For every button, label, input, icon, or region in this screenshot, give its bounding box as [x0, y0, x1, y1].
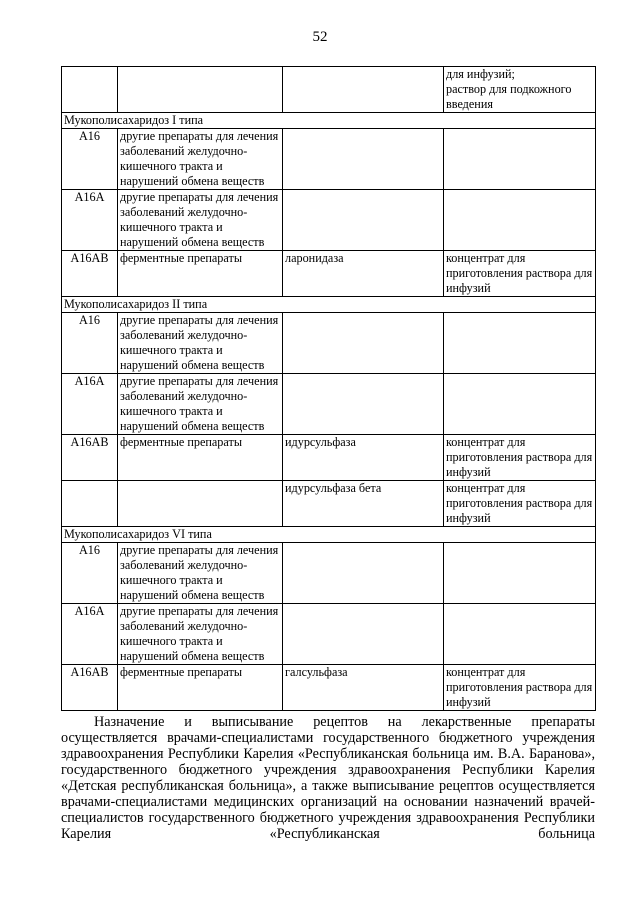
table-row — [62, 190, 596, 251]
atc-code-cell — [62, 481, 118, 527]
group-cell: другие препараты для лечения заболеваний желудочно-кишечного тракта и нарушений обмена веществ — [118, 374, 283, 435]
group-header-cell: Мукополисахаридоз II типа — [62, 297, 596, 313]
body-paragraph: Назначение и выписывание рецептов на лекарственные препараты осуществляется врачами-специалистами государственного бюджетного учреждения здравоохранения Республики Карелия «Республиканская больница им. В.А. Баранова», государственного бюджетного учреждения здравоохранения Республики Карелия «Детская республиканская больница», а также выписывание рецептов осуществляется врачами-специалистами медицинских организаций на основании назначений врачей-специалистов государственного бюджетного учреждения здравоохранения Республики Карелия «Республиканская больница — [61, 714, 595, 842]
dosage-form-cell — [444, 129, 596, 190]
group-cell: другие препараты для лечения заболеваний желудочно-кишечного тракта и нарушений обмена веществ — [118, 543, 283, 604]
table-row — [62, 313, 596, 374]
dosage-form-cell: концентрат для приготовления раствора для инфузий — [444, 665, 596, 711]
table-row — [62, 129, 596, 190]
table-row — [62, 67, 596, 113]
group-cell: другие препараты для лечения заболеваний желудочно-кишечного тракта и нарушений обмена веществ — [118, 604, 283, 665]
atc-code-cell: A16AB — [62, 665, 118, 711]
drug-name-cell — [283, 374, 444, 435]
group-cell — [118, 67, 283, 113]
dosage-form-cell: для инфузий; раствор для подкожного введения — [444, 67, 596, 113]
drug-name-cell: ларонидаза — [283, 251, 444, 297]
table-group-header-row — [62, 297, 596, 313]
dosage-form-cell — [444, 374, 596, 435]
table-row — [62, 374, 596, 435]
dosage-form-cell — [444, 190, 596, 251]
atc-code-cell: A16A — [62, 604, 118, 665]
atc-code-cell: A16AB — [62, 251, 118, 297]
atc-code-cell: A16 — [62, 313, 118, 374]
drug-name-cell — [283, 313, 444, 374]
group-cell: ферментные препараты — [118, 251, 283, 297]
atc-code-cell: A16 — [62, 543, 118, 604]
dosage-form-cell — [444, 604, 596, 665]
group-cell: другие препараты для лечения заболеваний желудочно-кишечного тракта и нарушений обмена веществ — [118, 313, 283, 374]
atc-code-cell: A16A — [62, 374, 118, 435]
table-row — [62, 435, 596, 481]
group-cell: другие препараты для лечения заболеваний желудочно-кишечного тракта и нарушений обмена веществ — [118, 190, 283, 251]
dosage-form-cell — [444, 543, 596, 604]
atc-code-cell: A16AB — [62, 435, 118, 481]
group-header-cell: Мукополисахаридоз VI типа — [62, 527, 596, 543]
table-row — [62, 251, 596, 297]
drug-name-cell — [283, 604, 444, 665]
dosage-form-cell: концентрат для приготовления раствора для инфузий — [444, 435, 596, 481]
group-cell: ферментные препараты — [118, 435, 283, 481]
dosage-form-cell: концентрат для приготовления раствора для инфузий — [444, 481, 596, 527]
group-cell: другие препараты для лечения заболеваний желудочно-кишечного тракта и нарушений обмена веществ — [118, 129, 283, 190]
drug-name-cell — [283, 129, 444, 190]
atc-code-cell: A16 — [62, 129, 118, 190]
drug-name-cell — [283, 543, 444, 604]
drug-table — [61, 66, 596, 711]
drug-name-cell — [283, 67, 444, 113]
drug-name-cell: идурсульфаза бета — [283, 481, 444, 527]
atc-code-cell — [62, 67, 118, 113]
table-row — [62, 481, 596, 527]
dosage-form-cell: концентрат для приготовления раствора для инфузий — [444, 251, 596, 297]
atc-code-cell: A16A — [62, 190, 118, 251]
table-row — [62, 543, 596, 604]
table-body — [62, 67, 596, 711]
table-group-header-row — [62, 527, 596, 543]
table-group-header-row — [62, 113, 596, 129]
page-number: 52 — [312, 29, 328, 45]
drug-name-cell — [283, 190, 444, 251]
group-header-cell: Мукополисахаридоз I типа — [62, 113, 596, 129]
table-row — [62, 604, 596, 665]
body-text — [61, 714, 595, 842]
drug-name-cell: галсульфаза — [283, 665, 444, 711]
table-row — [62, 665, 596, 711]
dosage-form-cell — [444, 313, 596, 374]
group-cell: ферментные препараты — [118, 665, 283, 711]
group-cell — [118, 481, 283, 527]
drug-name-cell: идурсульфаза — [283, 435, 444, 481]
